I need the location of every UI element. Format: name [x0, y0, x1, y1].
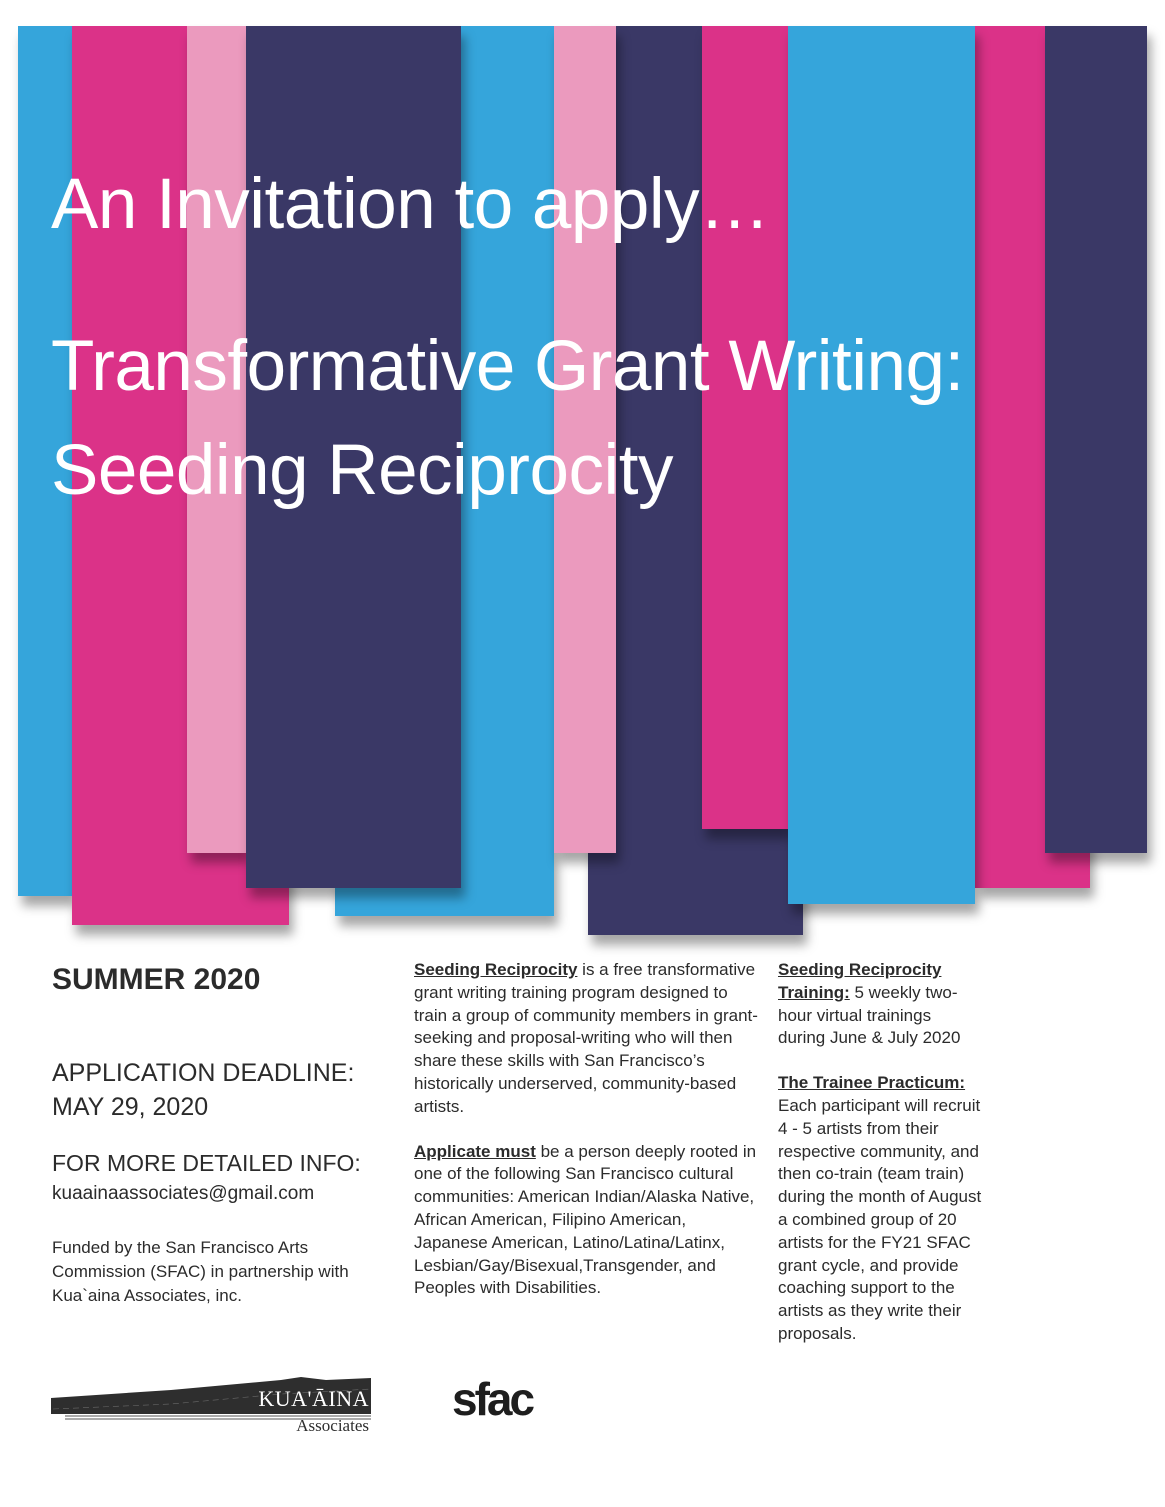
more-info-label: FOR MORE DETAILED INFO: — [52, 1150, 361, 1176]
program-name-emphasis: Seeding Reciprocity — [414, 960, 578, 979]
funding-line-1: Funded by the San Francisco Arts — [52, 1238, 309, 1257]
headline-line-1: Transformative Grant Writing: — [51, 327, 964, 406]
training-text: 5 weekly two-hour virtual trainings during June & July 2020 — [778, 982, 961, 1048]
eligibility-text: be a person deeply rooted in one of the following San Francisco cultural communities: American Indian/Alaska Native, African American, Filipino American, Japanese American, Latino/Latina/Latinx, Lesbian/Gay/Bisexual,Transgender, and Peoples with Disabilities. — [414, 1141, 757, 1298]
training-paragraph — [778, 959, 983, 1050]
funding-line-2: Commission (SFAC) in partnership with — [52, 1262, 349, 1281]
deadline-label: APPLICATION DEADLINE: — [52, 1059, 355, 1087]
headline-line-2: Seeding Reciprocity — [51, 431, 673, 510]
deadline-date: MAY 29, 2020 — [52, 1093, 209, 1121]
eligibility-emphasis: Applicate must — [414, 1141, 536, 1161]
kuaaina-associates-logo — [51, 1374, 371, 1436]
description-text: is a free transformative grant writing training program designed to train a group of community members in grant-seeking and proposal-writing who will then share these skills with San Francisco’s historically underserved, community-based artists. — [414, 960, 758, 1116]
kuaaina-subtitle: Associates — [296, 1416, 369, 1435]
contact-email[interactable]: kuaainaassociates@gmail.com — [52, 1183, 315, 1204]
program-details — [778, 959, 983, 1368]
funding-line-3: Kua`aina Associates, inc. — [52, 1286, 242, 1305]
program-description — [414, 959, 759, 1322]
practicum-text: Each participant will recruit 4 - 5 artists from their respective community, and then co-train (team train) during the month of August a combined group of 20 artists for the FY21 SFAC grant cycle, and provide coaching support to the artists as they write their proposals. — [778, 1095, 982, 1343]
sfac-logo: sfac — [452, 1373, 533, 1425]
application-deadline — [52, 1056, 392, 1124]
headline-invitation: An Invitation to apply… — [51, 165, 770, 244]
kuaaina-wordmark: KUA'ĀINA — [258, 1386, 369, 1411]
description-paragraph — [414, 959, 759, 1119]
headline-program-title — [51, 315, 964, 523]
funding-note — [52, 1236, 392, 1308]
training-emphasis: Seeding Reciprocity Training: — [778, 960, 942, 1002]
practicum-emphasis: The Trainee Practicum: — [778, 1073, 966, 1093]
season-label: SUMMER 2020 — [52, 963, 261, 996]
stripe-navy-3 — [1045, 26, 1147, 853]
practicum-paragraph — [778, 1072, 983, 1346]
eligibility-paragraph — [414, 1141, 759, 1301]
